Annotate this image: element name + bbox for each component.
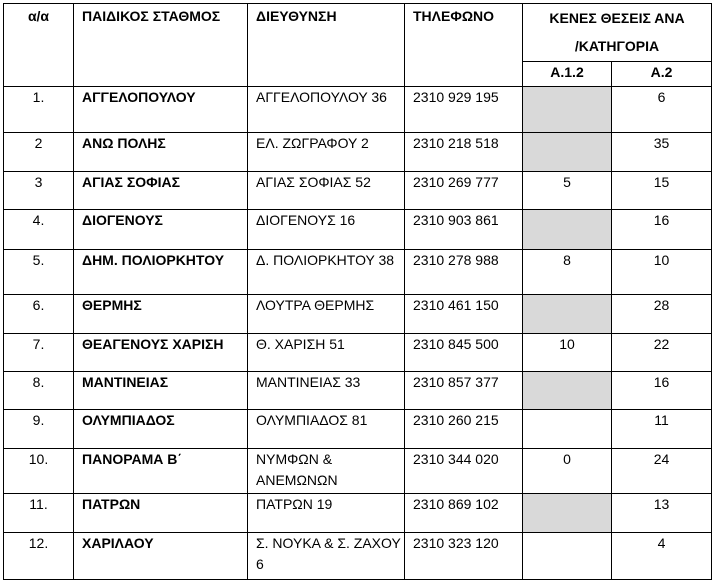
vacancies-a2: 16 [612,210,712,250]
phone-number: 2310 269 777 [405,172,523,210]
header-kindergarten-name: ΠΑΙΔΙΚΟΣ ΣΤΑΘΜΟΣ [74,4,248,87]
header-vacancies-line1: ΚΕΝΕΣ ΘΕΣΕΙΣ ΑΝΑ [549,10,685,26]
phone-number: 2310 857 377 [405,372,523,410]
header-category-a12: Α.1.2 [523,62,612,87]
kindergarten-name: ΑΓΙΑΣ ΣΟΦΙΑΣ [74,172,248,210]
vacancies-a12 [523,533,612,580]
header-category-a2: Α.2 [612,62,712,87]
phone-number: 2310 869 102 [405,494,523,533]
table-row [4,410,712,449]
vacancies-a2: 6 [612,87,712,133]
table-row [4,133,712,172]
vacancies-a12 [523,410,612,449]
row-number: 3 [4,172,74,210]
row-number: 5. [4,250,74,295]
header-phone: ΤΗΛΕΦΩΝΟ [405,4,523,87]
address: Δ. ΠΟΛΙΟΡΚΗΤΟΥ 38 [248,250,405,295]
address: ΟΛΥΜΠΙΑΔΟΣ 81 [248,410,405,449]
table-row [4,334,712,372]
kindergarten-name: ΧΑΡΙΛΑΟΥ [74,533,248,580]
table-row [4,494,712,533]
table-row [4,449,712,494]
vacancies-a12 [523,210,612,250]
row-number: 10. [4,449,74,494]
header-vacancies-by-category [523,4,712,62]
phone-number: 2310 344 020 [405,449,523,494]
row-number: 4. [4,210,74,250]
table-row [4,295,712,334]
vacancies-a2: 4 [612,533,712,580]
table-body [4,87,712,580]
vacancies-a2: 11 [612,410,712,449]
vacancies-a12 [523,87,612,133]
row-number: 8. [4,372,74,410]
vacancies-a2: 28 [612,295,712,334]
vacancies-a12: 5 [523,172,612,210]
table-row [4,87,712,133]
address: ΜΑΝΤΙΝΕΙΑΣ 33 [248,372,405,410]
address: Θ. ΧΑΡΙΣΗ 51 [248,334,405,372]
address: ΑΓΙΑΣ ΣΟΦΙΑΣ 52 [248,172,405,210]
vacancies-a12 [523,295,612,334]
kindergarten-name: ΑΓΓΕΛΟΠΟΥΛΟΥ [74,87,248,133]
kindergarten-name: ΘΕΡΜΗΣ [74,295,248,334]
row-number: 7. [4,334,74,372]
vacancies-a2: 35 [612,133,712,172]
address: ΠΑΤΡΩΝ 19 [248,494,405,533]
kindergarten-vacancies-table [3,3,712,580]
phone-number: 2310 218 518 [405,133,523,172]
table-row [4,250,712,295]
kindergarten-name: ΟΛΥΜΠΙΑΔΟΣ [74,410,248,449]
vacancies-a12: 0 [523,449,612,494]
row-number: 2 [4,133,74,172]
vacancies-a12: 10 [523,334,612,372]
header-vacancies-line2: /ΚΑΤΗΓΟΡΙΑ [574,38,660,54]
table-row [4,210,712,250]
address: ΕΛ. ΖΩΓΡΑΦΟΥ 2 [248,133,405,172]
kindergarten-name: ΔΙΟΓΕΝΟΥΣ [74,210,248,250]
vacancies-a12 [523,372,612,410]
row-number: 11. [4,494,74,533]
header-address: ΔΙΕΥΘΥΝΣΗ [248,4,405,87]
address: ΝΥΜΦΩΝ & ΑΝΕΜΩΝΩΝ [248,449,405,494]
row-number: 1. [4,87,74,133]
row-number: 6. [4,295,74,334]
phone-number: 2310 903 861 [405,210,523,250]
phone-number: 2310 929 195 [405,87,523,133]
kindergarten-name: ΜΑΝΤΙΝΕΙΑΣ [74,372,248,410]
phone-number: 2310 278 988 [405,250,523,295]
phone-number: 2310 845 500 [405,334,523,372]
phone-number: 2310 323 120 [405,533,523,580]
phone-number: 2310 461 150 [405,295,523,334]
address: Σ. ΝΟΥΚΑ & Σ. ΖΑΧΟΥ 6 [248,533,405,580]
vacancies-a12 [523,133,612,172]
kindergarten-name: ΔΗΜ. ΠΟΛΙΟΡΚΗΤΟΥ [74,250,248,295]
address: ΛΟΥΤΡΑ ΘΕΡΜΗΣ [248,295,405,334]
kindergarten-name: ΘΕΑΓΕΝΟΥΣ ΧΑΡΙΣΗ [74,334,248,372]
header-number: α/α [4,4,74,87]
row-number: 12. [4,533,74,580]
address: ΑΓΓΕΛΟΠΟΥΛΟΥ 36 [248,87,405,133]
kindergarten-name: ΠΑΝΟΡΑΜΑ Β΄ [74,449,248,494]
vacancies-a2: 22 [612,334,712,372]
table-row [4,172,712,210]
kindergarten-name: ΑΝΩ ΠΟΛΗΣ [74,133,248,172]
vacancies-a2: 16 [612,372,712,410]
table-row [4,372,712,410]
kindergarten-name: ΠΑΤΡΩΝ [74,494,248,533]
vacancies-a12: 8 [523,250,612,295]
phone-number: 2310 260 215 [405,410,523,449]
vacancies-a2: 10 [612,250,712,295]
vacancies-a2: 15 [612,172,712,210]
vacancies-a2: 24 [612,449,712,494]
vacancies-a12 [523,494,612,533]
row-number: 9. [4,410,74,449]
address: ΔΙΟΓΕΝΟΥΣ 16 [248,210,405,250]
table-row [4,533,712,580]
vacancies-a2: 13 [612,494,712,533]
